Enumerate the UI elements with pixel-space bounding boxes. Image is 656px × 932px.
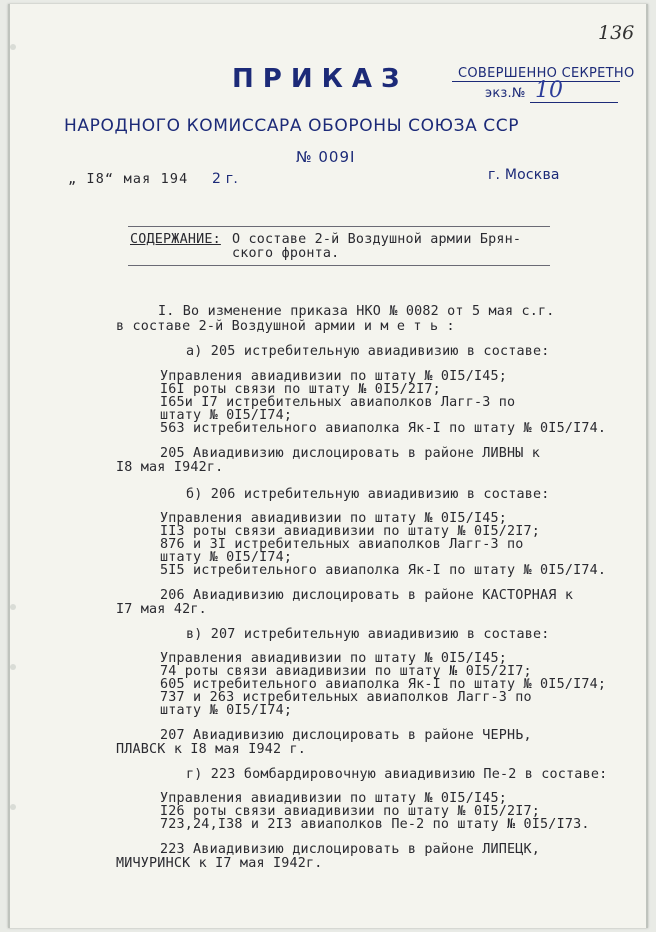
section-a-line: I6I роты связи по штату № 0I5/2I7;: [160, 382, 441, 397]
content-bottom-rule: [128, 265, 550, 266]
section-c-line: Управления авиадивизии по штату № 0I5/I45;: [160, 651, 507, 666]
order-year-suffix: 2 г.: [212, 171, 238, 187]
section-b-line: штату № 0I5/I74;: [160, 550, 293, 565]
content-top-rule: [128, 226, 550, 227]
section-b-line: 5I5 истребительного авиаполка Як-I по штату № 0I5/I74.: [160, 563, 607, 578]
section-c-heading: в) 207 истребительную авиадивизию в составе:: [186, 627, 550, 642]
paragraph-intro-1: I. Во изменение приказа НКО № 0082 от 5 мая с.г.: [158, 304, 555, 319]
section-d-heading: г) 223 бомбардировочную авиадивизию Пе-2 в составе:: [186, 767, 608, 782]
document-page: [8, 4, 648, 928]
section-b-line: 876 и 3I истребительных авиаполков Лагг-3 по: [160, 537, 524, 552]
section-c-line: 605 истребительного авиаполка Як-I по штату № 0I5/I74;: [160, 677, 607, 692]
document-title: ПРИКАЗ: [232, 64, 409, 94]
archive-page-number: 136: [598, 22, 635, 44]
section-b-heading: б) 206 истребительную авиадивизию в составе:: [186, 487, 550, 502]
copy-number: 10: [535, 78, 563, 103]
section-a-heading: а) 205 истребительную авиадивизию в составе:: [186, 344, 550, 359]
section-d-dislocation-1: 223 Авиадивизию дислоцировать в районе ЛИПЕЦК,: [160, 842, 541, 857]
section-c-line: 74 роты связи авиадивизии по штату № 0I5/2I7;: [160, 664, 532, 679]
content-line-1: О составе 2-й Воздушной армии Брян-: [232, 232, 522, 247]
binding-holes: [10, 4, 18, 928]
order-place: г. Москва: [488, 167, 560, 183]
section-b-line: II3 роты связи авиадивизии по штату № 0I5/2I7;: [160, 524, 541, 539]
section-d-line: 723,24,I38 и 2I3 авиаполков Пе-2 по штату № 0I5/I73.: [160, 817, 590, 832]
classification-stamp: СОВЕРШЕННО СЕКРЕТНО: [458, 66, 635, 81]
section-b-line: Управления авиадивизии по штату № 0I5/I45;: [160, 511, 507, 526]
section-a-line: Управления авиадивизии по штату № 0I5/I45;: [160, 369, 507, 384]
section-a-dislocation-1: 205 Авиадивизию дислоцировать в районе ЛИВНЫ к: [160, 446, 541, 461]
section-d-dislocation-2: МИЧУРИНСК к I7 мая I942г.: [116, 856, 323, 871]
content-label: СОДЕРЖАНИЕ:: [130, 232, 221, 247]
section-c-line: штату № 0I5/I74;: [160, 703, 293, 718]
document-subtitle: НАРОДНОГО КОМИССАРА ОБОРОНЫ СОЮЗА ССР: [64, 116, 520, 136]
content-line-2: ского фронта.: [232, 246, 340, 261]
section-c-dislocation-1: 207 Авиадивизию дислоцировать в районе ЧЕРНЬ,: [160, 728, 532, 743]
section-d-line: I26 роты связи авиадивизии по штату № 0I5/2I7;: [160, 804, 541, 819]
copy-label: экз.№: [485, 86, 526, 101]
section-a-line: 563 истребительного авиаполка Як-I по штату № 0I5/I74.: [160, 421, 607, 436]
section-c-dislocation-2: ПЛАВСК к I8 мая I942 г.: [116, 742, 307, 757]
section-c-line: 737 и 263 истребительных авиаполков Лагг-3 по: [160, 690, 532, 705]
paragraph-intro-2: в составе 2-й Воздушной армии и м е т ь :: [116, 319, 455, 334]
order-number: № 009I: [296, 148, 356, 166]
copy-underline: [530, 102, 618, 103]
section-b-dislocation-2: I7 мая 42г.: [116, 602, 207, 617]
section-a-line: I65и I7 истребительных авиаполков Лагг-3 по: [160, 395, 516, 410]
section-a-dislocation-2: I8 мая I942г.: [116, 460, 224, 475]
page-edge: [646, 4, 648, 928]
order-date: „ I8“ мая 194: [68, 172, 189, 187]
section-b-dislocation-1: 206 Авиадивизию дислоцировать в районе КАСТОРНАЯ к: [160, 588, 574, 603]
section-d-line: Управления авиадивизии по штату № 0I5/I45;: [160, 791, 507, 806]
section-a-line: штату № 0I5/I74;: [160, 408, 293, 423]
